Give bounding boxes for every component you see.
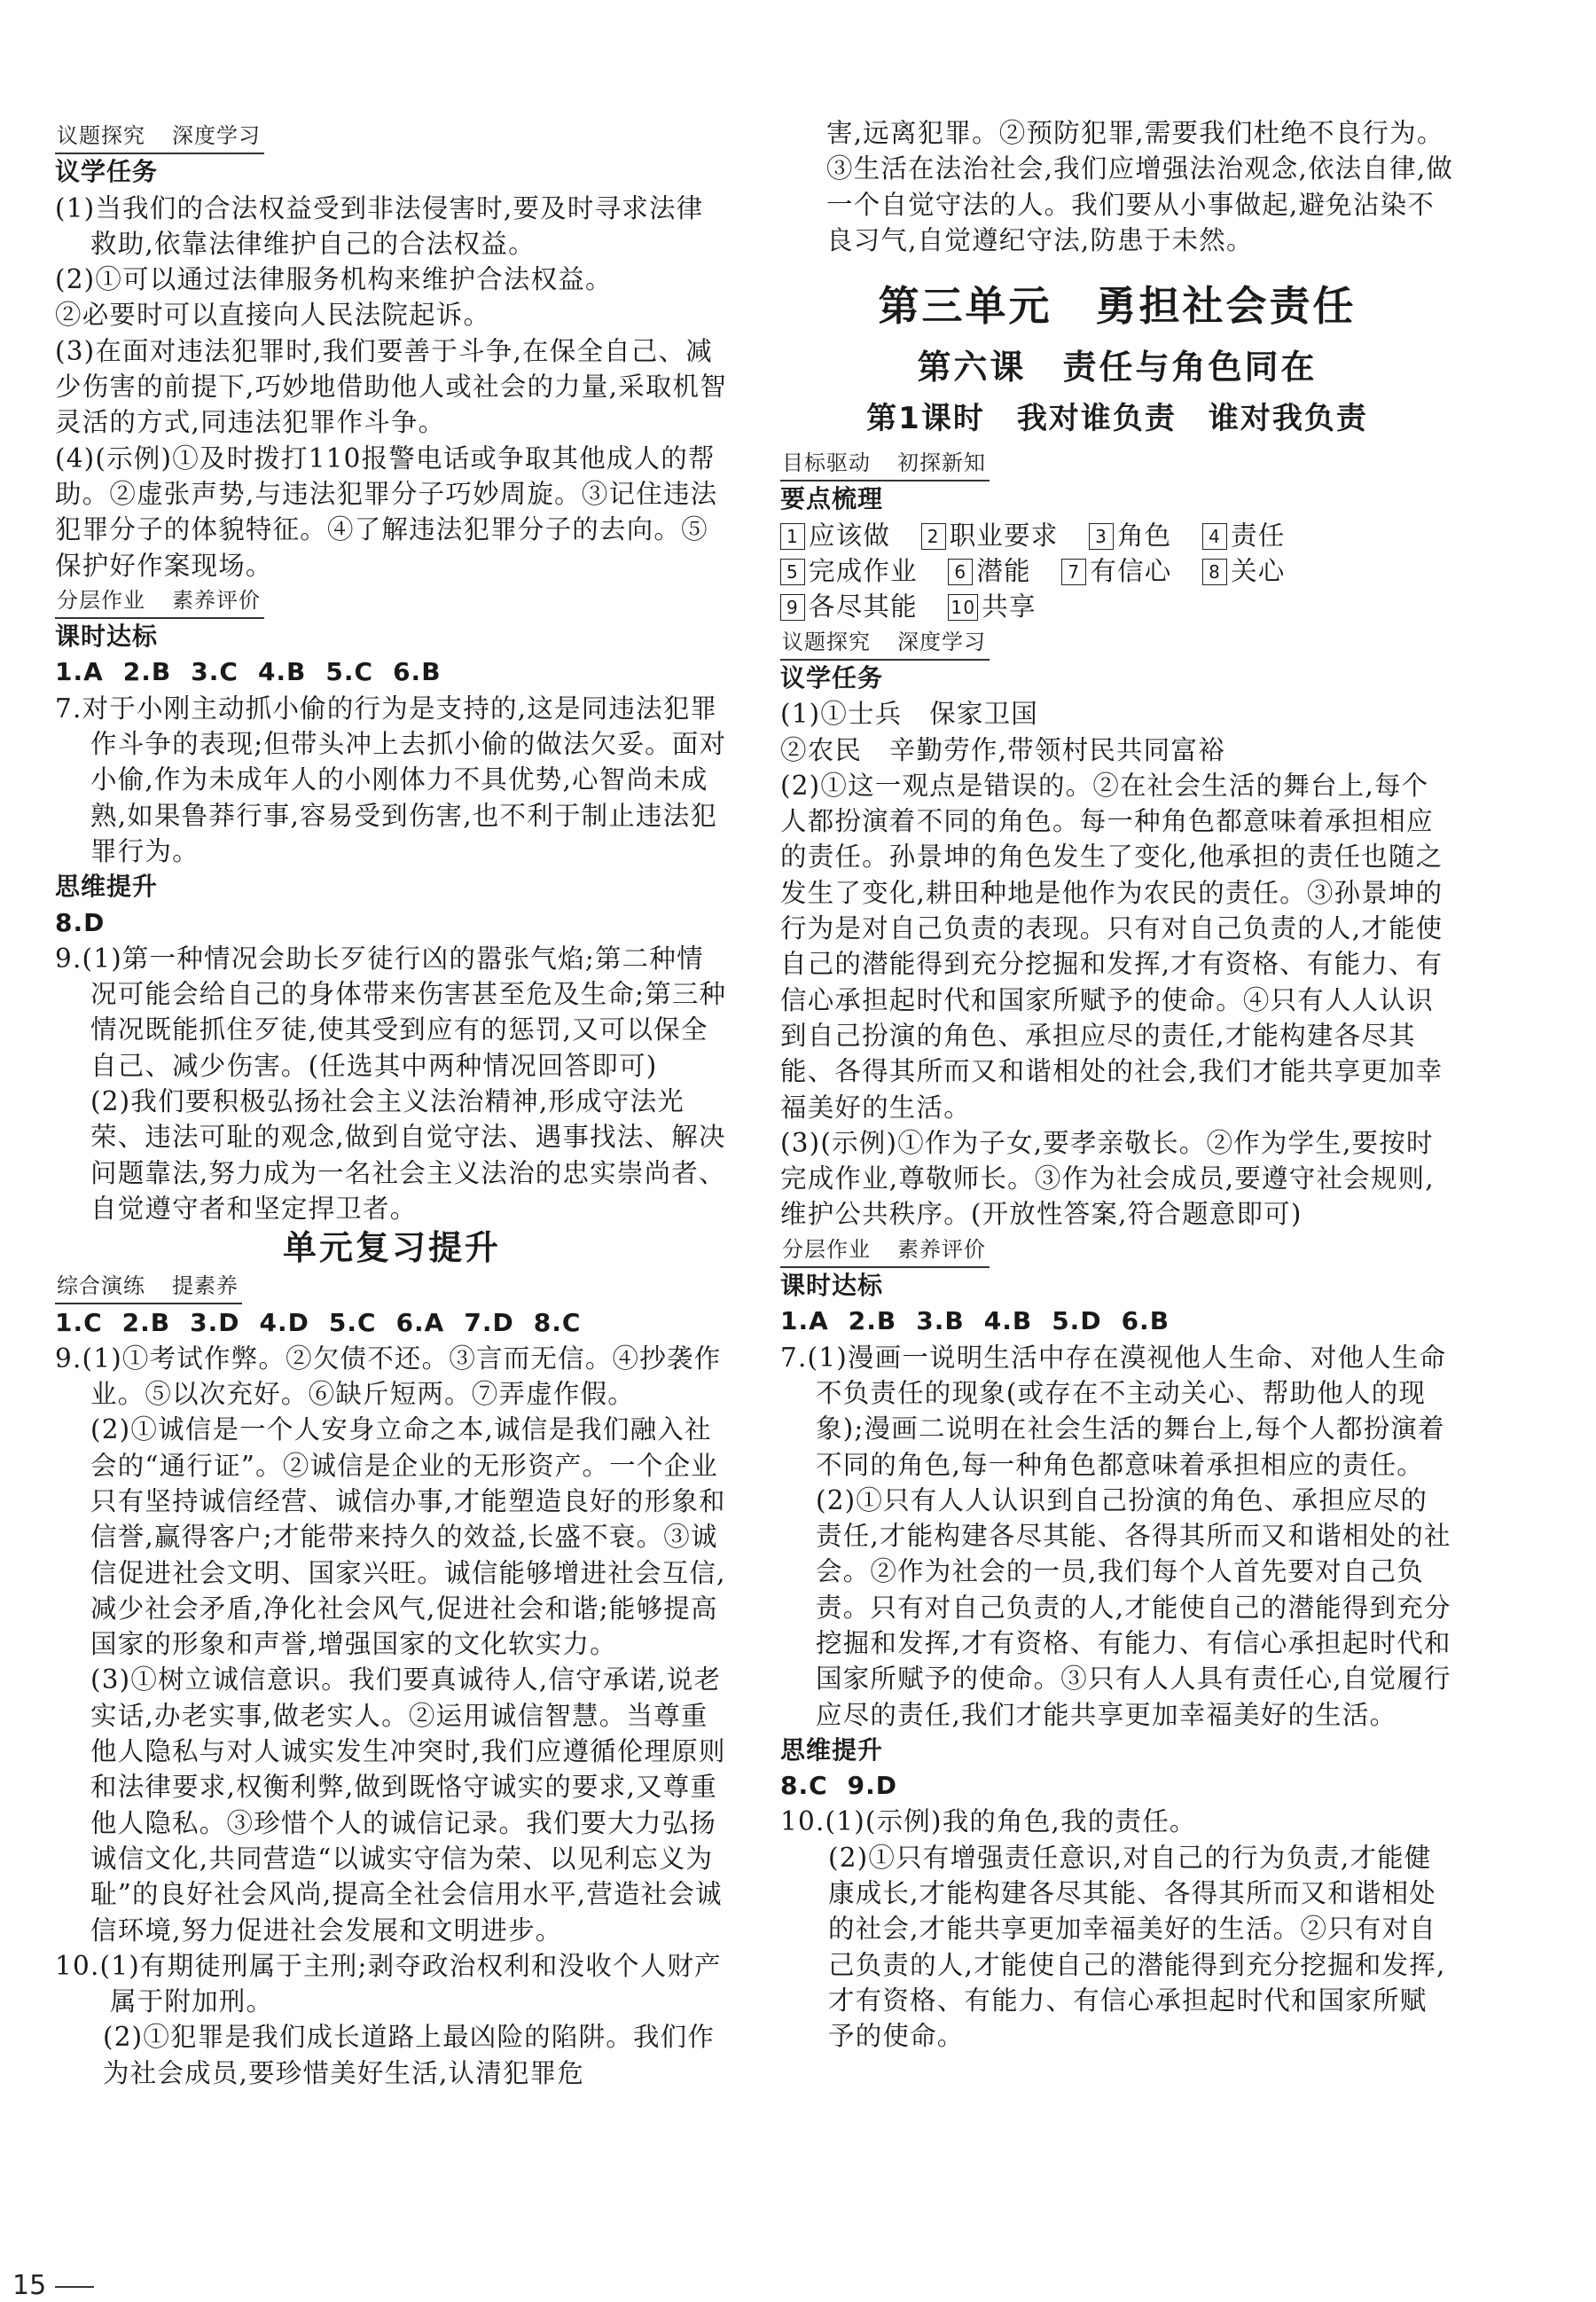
keyword-item: 2 职业要求 (921, 521, 1059, 551)
section-bar (55, 583, 729, 619)
answer-paragraph: (1)①士兵 保家卫国 (780, 699, 1038, 730)
answer: 8.D (55, 907, 106, 937)
keyword-item: 9 各尽其能 (780, 591, 918, 622)
review-title: 单元复习提升 (282, 1228, 501, 1268)
keyword-item: 4 责任 (1202, 521, 1285, 551)
answer: 3.B (916, 1306, 965, 1336)
keyword-item: 7 有信心 (1061, 556, 1171, 586)
answer-paragraph: (4)(示例)①及时拨打110报警电话或争取其他成人的帮助。②虚张声势,与违法犯罪分子巧妙周旋。③记住违法犯罪分子的体貌特征。④了解违法犯罪分子的去向。⑤保护好作案现场。 (55, 442, 718, 581)
answer-paragraph: (2)①可以通过法律服务机构来维护合法权益。 (55, 264, 613, 295)
answer: 2.B (122, 657, 172, 687)
page-number-rule (55, 2286, 94, 2288)
bar-label: 深度学习 (897, 629, 986, 654)
answer: 6.B (1121, 1306, 1170, 1336)
answer-paragraph: (2)①只有人人认识到自己扮演的角色、承担应尽的责任,才能构建各尽其能、各得其所而又和谐相处的社会。②作为社会的一员,我们每个人首先要对自己负责。只有对自己负责的人,才能使自己的潜能得到充分挖掘和发挥,才有资格、有能力、有信心承担起时代和国家所赋予的使命。③只有人人具有责任心,自觉履行应尽的责任,我们才能共享更加幸福美好的生活。 (816, 1484, 1451, 1730)
answer: 4.D (259, 1307, 309, 1337)
answer-paragraph: (2)①犯罪是我们成长道路上最凶险的陷阱。我们作为社会成员,要珍惜美好生活,认清犯罪危 (103, 2022, 716, 2088)
section-bar (780, 625, 1454, 661)
answer: 2.B (848, 1306, 897, 1336)
answer-paragraph: 7.对于小刚主动抓小偷的行为是支持的,这是同违法犯罪作斗争的表现;但带头冲上去抓小偷的做法欠妥。面对小偷,作为未成年人的小刚体力不具优势,心智尚未成熟,如果鲁莽行事,容易受到伤害,也不利于制止违法犯罪行为。 (55, 693, 727, 866)
answer: 1.A (55, 657, 104, 687)
bar-label: 分层作业 (57, 587, 145, 613)
keyword-item: 3 角色 (1089, 521, 1171, 551)
answer: 8.C (780, 1771, 828, 1801)
bar-label: 目标驱动 (782, 450, 871, 476)
answer: 3.C (191, 657, 239, 687)
heading-think: 思维提升 (780, 1734, 884, 1765)
answer-paragraph: 9.(1)第一种情况会助长歹徒行凶的嚣张气焰;第二种情况可能会给自己的身体带来伤害甚至危及生命;第三种情况既能抓住歹徒,使其受到应有的惩罚,又可以保全自己、减少伤害。(任选其中两种情况回答即可) (55, 943, 727, 1081)
bar-label: 议题探究 (782, 629, 871, 654)
bar-label: 提素养 (172, 1273, 239, 1299)
right-column (780, 119, 1454, 2055)
answer: 3.D (190, 1307, 240, 1337)
answer-paragraph: (1)当我们的合法权益受到非法侵害时,要及时寻求法律救助,依靠法律维护自己的合法权益。 (55, 192, 704, 259)
heading-think: 思维提升 (55, 872, 159, 902)
bar-label: 素养评价 (897, 1236, 986, 1262)
keyword-item: 1 应该做 (780, 521, 890, 551)
keyword-list (780, 518, 1454, 625)
bar-label: 初探新知 (897, 450, 986, 476)
section-bar (780, 1233, 1454, 1268)
answer: 7.D (464, 1307, 514, 1337)
bar-label: 分层作业 (782, 1236, 871, 1262)
bar-label: 素养评价 (172, 587, 261, 613)
left-column (55, 119, 729, 2091)
heading-class: 课时达标 (780, 1271, 884, 1301)
answer-paragraph: (3)(示例)①作为子女,要孝亲敬长。②作为学生,要按时完成作业,尊敬师长。③作为社会成员,要遵守社会规则,维护公共秩序。(开放性答案,符合题意即可) (780, 1127, 1435, 1230)
answer-row (780, 1304, 1454, 1339)
answer-paragraph: ②农民 辛勤劳作,带领村民共同富裕 (780, 734, 1225, 765)
page-number: 15 (12, 2270, 47, 2301)
answer-paragraph: 7.(1)漫画一说明生活中存在漠视他人生命、对他人生命不负责任的现象(或存在不主动关心、帮助他人的现象);漫画二说明在社会生活的舞台上,每个人都扮演着不同的角色,每一种角色都意味着承担相应的责任。 (780, 1342, 1447, 1480)
answer-paragraph: (2)①只有增强责任意识,对自己的行为负责,才能健康成长,才能构建各尽其能、各得其所而又和谐相处的社会,才能共享更加幸福美好的生活。②只有对自己负责的人,才能使自己的潜能得到充分挖掘和发挥,才有资格、有能力、有信心承担起时代和国家所赋予的使命。 (828, 1842, 1446, 2052)
answer-row (55, 654, 729, 690)
section-bar (780, 446, 1454, 482)
answer: 6.B (393, 657, 442, 687)
section-bar (55, 119, 729, 154)
answer-paragraph: (2)①这一观点是错误的。②在社会生活的舞台上,每个人都扮演着不同的角色。每一种角色都意味着承担相应的责任。孙景坤的角色发生了变化,他承担的责任也随之发生了变化,耕田种地是他作为农民的责任。③孙景坤的行为是对自己负责的表现。只有对自己负责的人,才能使自己的潜能得到充分挖掘和发挥,才有资格、有能力、有信心承担起时代和国家所赋予的使命。④只有人人认识到自己扮演的角色、承担应尽的责任,才能构建各尽其能、各得其所而又和谐相处的社会,我们才能共享更加幸福美好的生活。 (780, 770, 1443, 1123)
heading-class: 课时达标 (55, 622, 159, 652)
hour-title: 第1课时 我对谁负责 谁对我负责 (866, 401, 1368, 437)
answer: 9.D (847, 1771, 898, 1801)
answer-paragraph: ②必要时可以直接向人民法院起诉。 (55, 300, 491, 331)
answer-paragraph: 害,远离犯罪。②预防犯罪,需要我们杜绝不良行为。③生活在法治社会,我们应增强法治观念,依法自律,做一个自觉守法的人。我们要从小事做起,避免沾染不良习气,自觉遵纪守法,防患于未然。 (826, 118, 1454, 255)
bar-label: 议题探究 (57, 123, 145, 148)
keyword-item: 6 潜能 (948, 556, 1030, 586)
keyword-item: 10 共享 (948, 591, 1036, 622)
answer: 1.A (780, 1306, 829, 1336)
answer-paragraph: (3)①树立诚信意识。我们要真诚待人,信守承诺,说老实话,办老实事,做老实人。②运用诚信智慧。当尊重他人隐私与对人诚实发生冲突时,我们应遵循伦理原则和法律要求,权衡利弊,做到既恪守诚实的要求,又尊重他人隐私。③珍惜个人的诚信记录。我们要大力弘扬诚信文化,共同营造“以诚实守信为荣、以见利忘义为耻”的良好社会风尚,提高全社会信用水平,营造社会诚信环境,努力促进社会发展和文明进步。 (90, 1664, 726, 1946)
lesson-title: 第六课 责任与角色同在 (917, 348, 1318, 388)
answer-paragraph: (2)①诚信是一个人安身立命之本,诚信是我们融入社会的“通行证”。②诚信是企业的无形资产。一个企业只有坚持诚信经营、诚信办事,才能塑造良好的形象和信誉,赢得客户;才能带来持久的效益,长盛不衰。③诚信促进社会文明、国家兴旺。诚信能够增进社会互信,减少社会矛盾,净化社会风气,促进社会和谐;能够提高国家的形象和声誉,增强国家的文化软实力。 (90, 1414, 726, 1660)
answer-paragraph: (2)我们要积极弘扬社会主义法治精神,形成守法光荣、违法可耻的观念,做到自觉守法、遇事找法、解决问题靠法,努力成为一名社会主义法治的忠实崇尚者、自觉遵守者和坚定捍卫者。 (90, 1086, 726, 1224)
section-bar (55, 1269, 729, 1304)
keyword-item: 5 完成作业 (780, 556, 918, 586)
answer: 2.B (121, 1307, 171, 1337)
answer-row (780, 1768, 1454, 1804)
answer-paragraph: 9.(1)①考试作弊。②欠债不还。③言而无信。④抄袭作业。⑤以次充好。⑥缺斤短两。⑦弄虚作假。 (55, 1343, 722, 1410)
answer: 1.C (55, 1307, 103, 1337)
bar-label: 深度学习 (172, 123, 261, 148)
heading-task: 议学任务 (55, 157, 159, 187)
answer: 6.A (395, 1307, 445, 1337)
answer-paragraph: (3)在面对违法犯罪时,我们要善于斗争,在保全自己、减少伤害的前提下,巧妙地借助他人或社会的力量,采取机智灵活的方式,同违法犯罪作斗争。 (55, 335, 727, 438)
bar-label: 综合演练 (57, 1273, 145, 1299)
answer: 8.C (533, 1307, 582, 1337)
answer-row (55, 1305, 729, 1341)
answer: 5.C (325, 657, 374, 687)
heading-points: 要点梳理 (780, 484, 884, 514)
answer-paragraph: 10.(1)有期徒刑属于主刑;剥夺政治权利和没收个人财产属于附加刑。 (55, 1950, 722, 2017)
keyword-item: 8 关心 (1202, 556, 1285, 586)
answer: 4.B (983, 1306, 1033, 1336)
heading-task: 议学任务 (780, 662, 884, 693)
unit-title: 第三单元 勇担社会责任 (878, 282, 1357, 331)
answer-paragraph: 10.(1)(示例)我的角色,我的责任。 (780, 1806, 1197, 1837)
answer: 5.C (328, 1307, 377, 1337)
answer: 4.B (257, 657, 307, 687)
answer: 5.D (1052, 1306, 1102, 1336)
